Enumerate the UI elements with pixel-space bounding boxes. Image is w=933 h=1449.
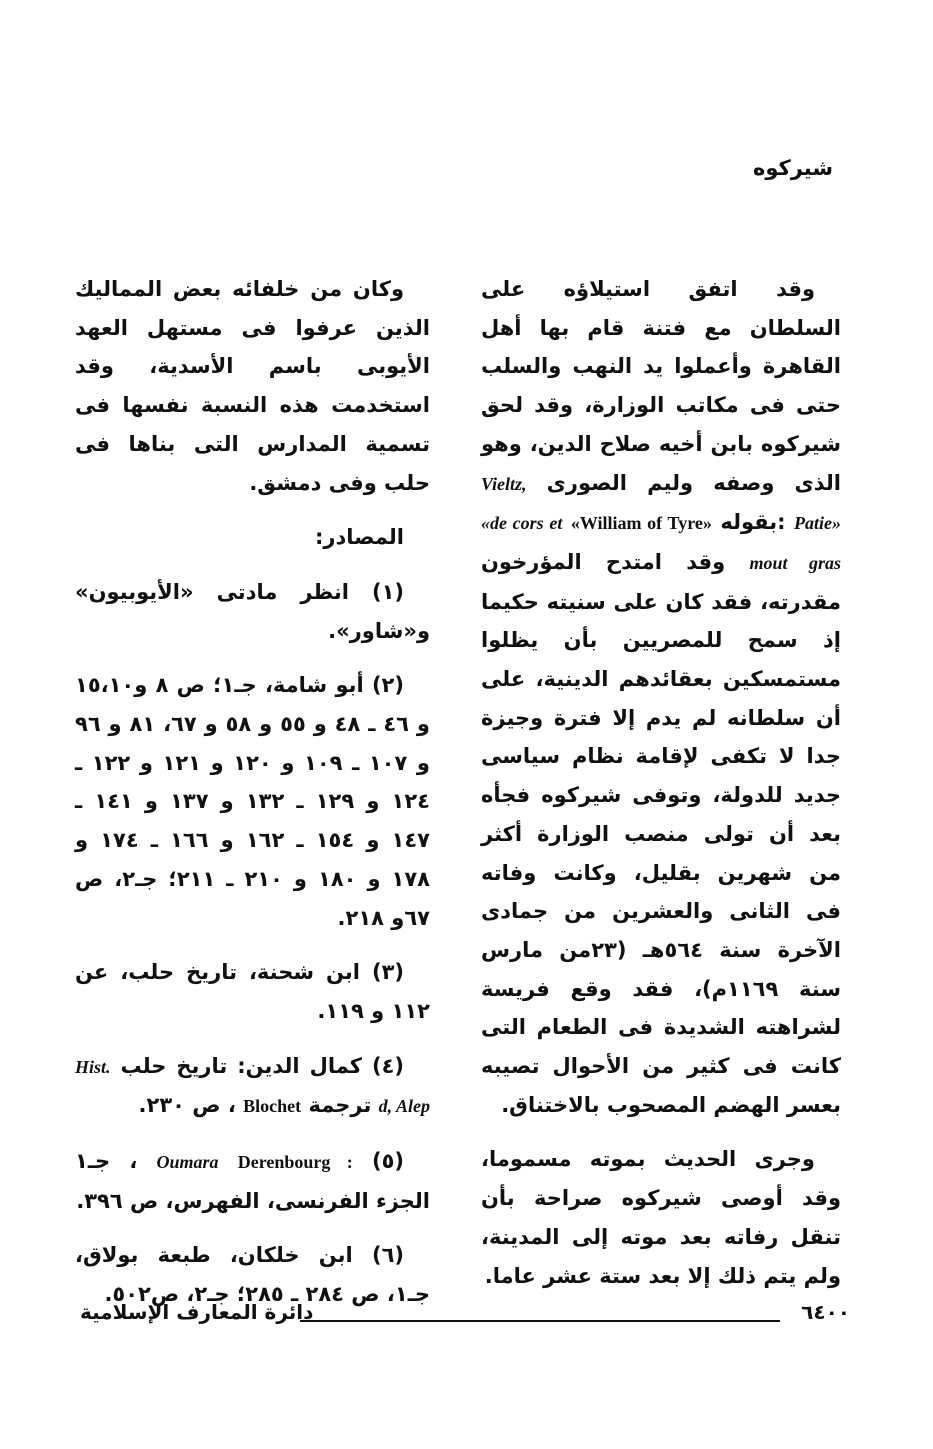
paragraph-text: :بقوله (720, 510, 786, 535)
source-text: (٤) كمال الدين: تاريخ حلب (120, 1053, 404, 1078)
source-entry (75, 1047, 430, 1126)
source-entry: (٦) ابن خلكان، طبعة بولاق، جـ١، ص ٢٨٤ ـ ٢٨٥؛ جـ٢، ص٥٠٢. (75, 1243, 430, 1307)
sources-heading: المصادر: (314, 525, 404, 550)
right-column (481, 270, 841, 1311)
latin-quote: «de cors et mout gras (481, 513, 841, 573)
page-footer (80, 1300, 850, 1334)
paragraph: وكان من خلفائه بعض المماليك الذين عرفوا فى مستهل العهد الأيوبى باسم الأسدية، وقد استخدمت هذه النسبة نفسها فى تسمية المدارس التى بناها فى حلب وفى دمشق. (75, 277, 430, 495)
source-text: ترجمة (308, 1093, 372, 1118)
paragraph-text: وقد اتفق استيلاؤه على السلطان مع فتنة قام بها أهل القاهرة وأعملوا يد النهب والسلب حتى فى مكاتب الوزارة، وقد لحق شيركوه بابن أخيه صلاح الدين، وهو الذى وصفه وليم الصورى (481, 277, 841, 495)
source-entry: (١) انظر مادتى «الأيوبيون» و«شاور». (75, 579, 430, 643)
paragraph-text: وقد امتدح المؤرخون مقدرته، فقد كان على سنيته حكيما إذ سمح للمصريين بأن يظلوا مستمسكين بعقائدهم الدينية، على أن سلطانه لم يدم إلا فترة وجيزة جدا لا تكفى لإقامة نظام سياسى جديد للدولة، وتوفى شيركوه فجأه بعد أن تولى منصب الوزارة أكثر من شهرين بقليل، وكانت وفاته فى الثانى والعشرين من جمادى الآخرة سنة ٥٦٤هـ (٢٣من مارس سنة ١١٦٩م)، فقد وقع فريسة لشراهته الشديدة فى الطعام التى كانت فى كثير من الأحوال تصيبه بعسر الهضم المصحوب بالاختناق. (481, 549, 841, 1117)
page-number: ٦٤٠٠ (801, 1300, 850, 1324)
footer-rule (300, 1320, 780, 1322)
latin-name: Blochet (243, 1096, 302, 1117)
latin-quote: Vieltz, Patie» (481, 473, 842, 534)
running-header: شيركوه (752, 156, 833, 180)
latin-title: Oumara (156, 1152, 219, 1173)
latin-name: Derenbourg : (237, 1152, 353, 1173)
paragraph: وجرى الحديث بموته مسموما، وقد أوصى شيركوه صراحة بأن تنقل رفاته بعد موته إلى المدينة، ولم يتم ذلك إلا بعد ستة عشر عاما. (481, 1147, 841, 1288)
source-text: ، ص ٢٣٠. (138, 1093, 236, 1118)
source-text: ، جـ١ الجزء الفرنسى، الفهرس، ص ٣٩٦. (75, 1149, 430, 1213)
source-entry: (٣) ابن شحنة، تاريخ حلب، عن ١١٢ و ١١٩. (75, 960, 430, 1023)
paragraph (481, 270, 841, 1124)
left-column (75, 270, 430, 1330)
book-title: دائرة المعارف الإسلامية (80, 1300, 314, 1324)
source-entry (75, 1142, 430, 1220)
latin-title: Hist. d, Alep (75, 1056, 430, 1117)
source-entry: (٢) أبو شامة، جـ١؛ ص ٨ و١٥،١٠ و ٤٦ ـ ٤٨ و ٥٥ و ٥٨ و ٦٧، ٨١ و ٩٦ و ١٠٧ ـ ١٠٩ و ١٢٠ و ١٢١ و ١٢٢ ـ ١٢٤ و ١٢٩ ـ ١٣٢ و ١٣٧ و ١٤١ ـ ١٤٧ و ١٥٤ ـ ١٦٢ و ١٦٦ ـ ١٧٤ و ١٧٨ و ١٨٠ و ٢١٠ ـ ٢١١؛ جـ٢، ص ٦٧و ٢١٨. (75, 673, 430, 930)
latin-name: «William of Tyre» (570, 513, 712, 534)
source-text: (٥) (371, 1149, 405, 1174)
